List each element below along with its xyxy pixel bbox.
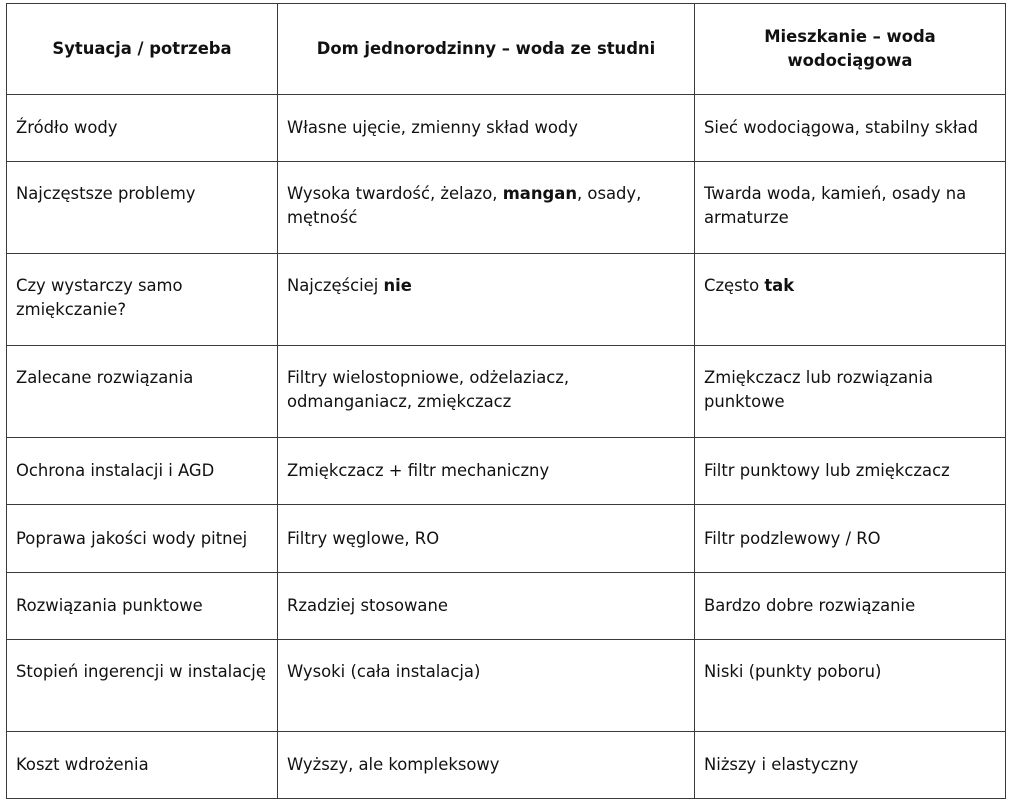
- flat-cell: Bardzo dobre rozwiązanie: [695, 573, 1006, 640]
- house-cell: Wyższy, ale kompleksowy: [278, 732, 695, 799]
- house-cell: Rzadziej stosowane: [278, 573, 695, 640]
- house-cell: Własne ujęcie, zmienny skład wody: [278, 95, 695, 162]
- row-label: Najczęstsze problemy: [7, 162, 278, 254]
- table-row: [7, 254, 1006, 346]
- flat-cell: [695, 254, 1006, 346]
- house-text-post: , osady, mętność: [287, 184, 642, 227]
- house-cell: Filtry węglowe, RO: [278, 505, 695, 573]
- header-house: Dom jednorodzinny – woda ze studni: [278, 4, 695, 95]
- table-row: [7, 640, 1006, 732]
- flat-text-bold: tak: [764, 276, 795, 295]
- row-label: Źródło wody: [7, 95, 278, 162]
- comparison-table: [6, 3, 1006, 799]
- table-header-row: [7, 4, 1006, 95]
- flat-cell: Filtr podzlewowy / RO: [695, 505, 1006, 573]
- row-label: Ochrona instalacji i AGD: [7, 438, 278, 505]
- header-situation: Sytuacja / potrzeba: [7, 4, 278, 95]
- house-text-pre: Najczęściej: [287, 276, 384, 295]
- table-row: [7, 162, 1006, 254]
- house-cell: [278, 162, 695, 254]
- table-row: [7, 346, 1006, 438]
- flat-cell: Sieć wodociągowa, stabilny skład: [695, 95, 1006, 162]
- flat-cell: Niższy i elastyczny: [695, 732, 1006, 799]
- table-row: [7, 573, 1006, 640]
- row-label: Zalecane rozwiązania: [7, 346, 278, 438]
- flat-text-pre: Często: [704, 276, 765, 295]
- flat-cell: Niski (punkty poboru): [695, 640, 1006, 732]
- house-cell: Wysoki (cała instalacja): [278, 640, 695, 732]
- table-row: [7, 505, 1006, 573]
- house-text-bold: nie: [383, 276, 412, 295]
- row-label: Poprawa jakości wody pitnej: [7, 505, 278, 573]
- row-label: Stopień ingerencji w instalację: [7, 640, 278, 732]
- table-row: [7, 438, 1006, 505]
- house-cell: [278, 254, 695, 346]
- row-label: Czy wystarczy samo zmiękczanie?: [7, 254, 278, 346]
- table-row: [7, 732, 1006, 799]
- table-row: [7, 95, 1006, 162]
- house-cell: Filtry wielostopniowe, odżelaziacz, odmanganiacz, zmiękczacz: [278, 346, 695, 438]
- header-flat: Mieszkanie – woda wodociągowa: [695, 4, 1006, 95]
- flat-cell: Zmiękczacz lub rozwiązania punktowe: [695, 346, 1006, 438]
- row-label: Koszt wdrożenia: [7, 732, 278, 799]
- house-text-pre: Wysoka twardość, żelazo,: [287, 184, 503, 203]
- row-label: Rozwiązania punktowe: [7, 573, 278, 640]
- flat-cell: Filtr punktowy lub zmiękczacz: [695, 438, 1006, 505]
- house-text-bold: mangan: [502, 184, 577, 203]
- house-cell: Zmiękczacz + filtr mechaniczny: [278, 438, 695, 505]
- flat-cell: Twarda woda, kamień, osady na armaturze: [695, 162, 1006, 254]
